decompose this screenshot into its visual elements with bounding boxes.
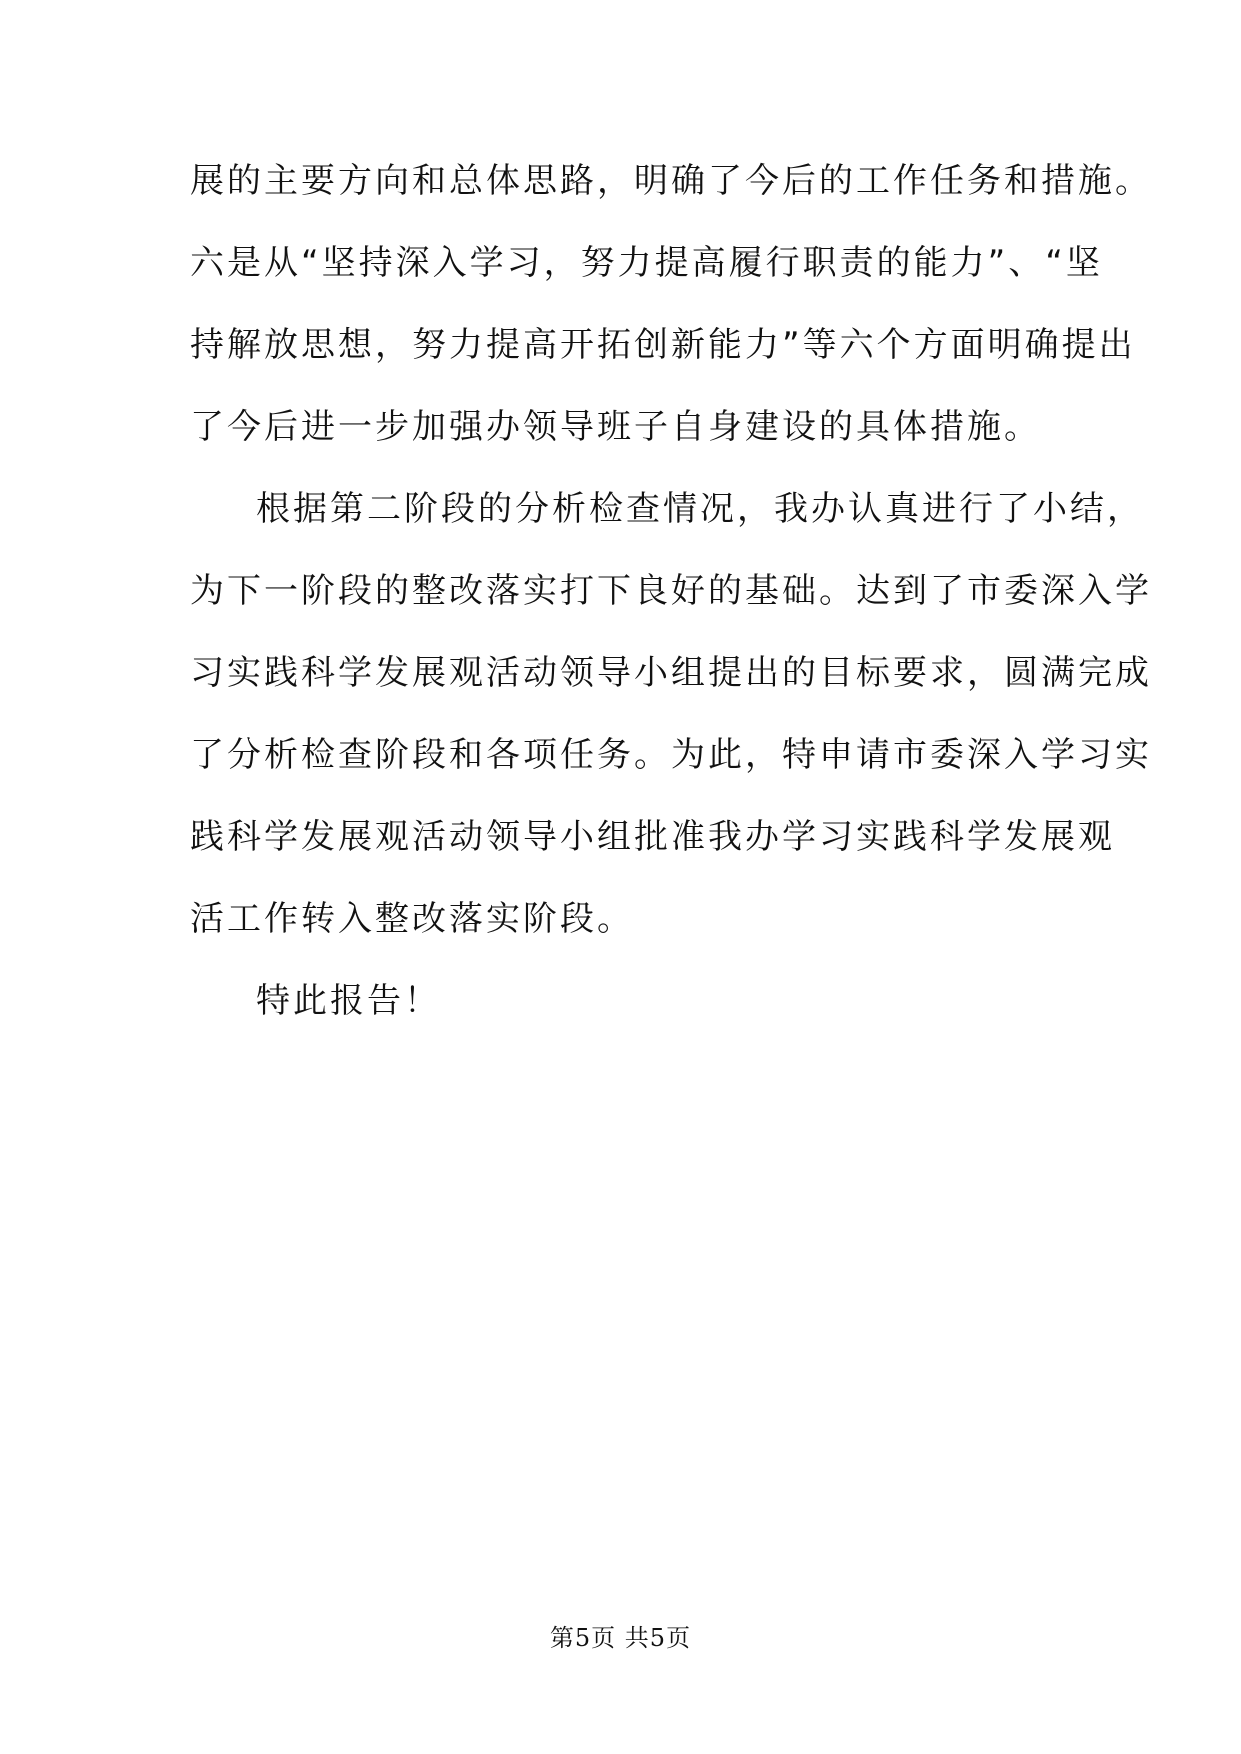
text-line: 了今后进一步加强办领导班子自身建设的具体措施。 xyxy=(190,407,1041,447)
text-line: 了分析检查阶段和各项任务。为此，特申请市委深入学习实 xyxy=(190,735,1152,775)
text-line: 为下一阶段的整改落实打下良好的基础。达到了市委深入学 xyxy=(190,571,1152,611)
text-line: 践科学发展观活动领导小组批准我办学习实践科学发展观 xyxy=(190,817,1115,857)
closing-line: 特此报告！ xyxy=(256,981,441,1021)
page-number-footer: 第5页 共5页 xyxy=(549,1624,692,1652)
text-line: 习实践科学发展观活动领导小组提出的目标要求，圆满完成 xyxy=(190,653,1152,693)
paragraph-start-line: 根据第二阶段的分析检查情况，我办认真进行了小结， xyxy=(256,489,1144,529)
text-line: 持解放思想，努力提高开拓创新能力”等六个方面明确提出 xyxy=(190,325,1136,365)
text-line: 六是从“坚持深入学习，努力提高履行职责的能力”、“坚 xyxy=(190,243,1103,283)
text-line: 展的主要方向和总体思路，明确了今后的工作任务和措施。 xyxy=(190,161,1152,201)
text-line: 活工作转入整改落实阶段。 xyxy=(190,899,634,939)
document-body xyxy=(190,140,1152,1042)
